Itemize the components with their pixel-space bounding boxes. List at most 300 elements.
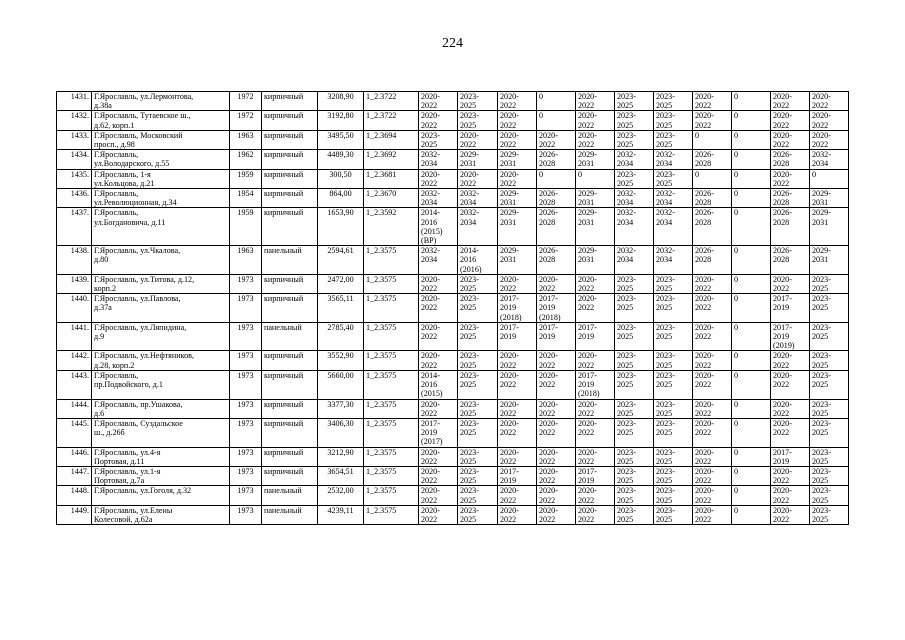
period-cell: 2032- 2034: [615, 208, 654, 246]
period-cell: 2020- 2022: [498, 351, 537, 370]
area-cell: 3208,90: [318, 92, 364, 111]
period-cell: 2020- 2022: [537, 466, 576, 485]
address-cell: Г.Ярославль, ул.Нефтяников, д.28, корп.2: [92, 351, 230, 370]
wall-material-cell: кирпичный: [262, 294, 318, 323]
year-cell: 1973: [230, 466, 262, 485]
period-cell: 2020- 2022: [693, 399, 732, 418]
period-cell: 2014- 2016 (2015) (ВР): [419, 208, 458, 246]
period-cell: 2020- 2022: [693, 294, 732, 323]
period-cell: 2020- 2022: [419, 505, 458, 524]
wall-material-cell: кирпичный: [262, 351, 318, 370]
row-number: 1433.: [57, 130, 92, 149]
period-cell: 0: [732, 447, 771, 466]
code-cell: 1_2.3575: [364, 351, 419, 370]
address-cell: Г.Ярославль, ул.1-я Портовая, д.7а: [92, 466, 230, 485]
period-cell: 2020- 2022: [693, 274, 732, 293]
period-cell: 2023- 2025: [654, 294, 693, 323]
period-cell: 2020- 2022: [537, 370, 576, 399]
period-cell: 2020- 2022: [693, 447, 732, 466]
wall-material-cell: кирпичный: [262, 150, 318, 169]
period-cell: 2020- 2022: [419, 466, 458, 485]
period-cell: 2032- 2034: [810, 150, 849, 169]
address-cell: Г.Ярославль, пр.Ушакова, д.6: [92, 399, 230, 418]
area-cell: 3212,90: [318, 447, 364, 466]
code-cell: 1_2.3722: [364, 92, 419, 111]
wall-material-cell: панельный: [262, 322, 318, 351]
address-cell: Г.Ярославль, ул.Гоголя, д.32: [92, 486, 230, 505]
period-cell: 2020- 2022: [810, 130, 849, 149]
area-cell: 4239,11: [318, 505, 364, 524]
period-cell: 2023- 2025: [615, 418, 654, 447]
period-cell: 2023- 2025: [615, 130, 654, 149]
period-cell: 2026- 2028: [771, 189, 810, 208]
period-cell: 2020- 2022: [419, 274, 458, 293]
period-cell: 2020- 2022: [537, 351, 576, 370]
period-cell: 2020- 2022: [771, 111, 810, 130]
period-cell: 2023- 2025: [810, 274, 849, 293]
year-cell: 1972: [230, 92, 262, 111]
period-cell: 2023- 2025: [458, 111, 498, 130]
period-cell: 2029- 2031: [498, 208, 537, 246]
address-cell: Г.Ярославль, Тутаевское ш., д.62, корп.1: [92, 111, 230, 130]
period-cell: 2023- 2025: [810, 294, 849, 323]
wall-material-cell: кирпичный: [262, 92, 318, 111]
period-cell: 2017- 2019 (2018): [498, 294, 537, 323]
code-cell: 1_2.3692: [364, 150, 419, 169]
period-cell: 2023- 2025: [615, 447, 654, 466]
period-cell: 2023- 2025: [810, 399, 849, 418]
period-cell: 0: [732, 294, 771, 323]
row-number: 1432.: [57, 111, 92, 130]
period-cell: 0: [732, 505, 771, 524]
period-cell: 2023- 2025: [810, 505, 849, 524]
period-cell: 2023- 2025: [810, 418, 849, 447]
period-cell: 2023- 2025: [615, 111, 654, 130]
period-cell: 2032- 2034: [654, 246, 693, 275]
period-cell: 2032- 2034: [654, 189, 693, 208]
address-cell: Г.Ярославль, ул.Павлова, д.37а: [92, 294, 230, 323]
period-cell: 2020- 2022: [498, 111, 537, 130]
period-cell: 2032- 2034: [654, 150, 693, 169]
table-row: [57, 486, 849, 505]
row-number: 1449.: [57, 505, 92, 524]
wall-material-cell: панельный: [262, 486, 318, 505]
period-cell: 2026- 2028: [537, 208, 576, 246]
period-cell: 2026- 2028: [771, 208, 810, 246]
year-cell: 1973: [230, 294, 262, 323]
code-cell: 1_2.3592: [364, 208, 419, 246]
period-cell: 2020- 2022: [693, 370, 732, 399]
address-cell: Г.Ярославль, ул.Лермонтова, д.38а: [92, 92, 230, 111]
address-cell: Г.Ярославль, ул.Чкалова, д.80: [92, 246, 230, 275]
period-cell: 2026- 2028: [537, 150, 576, 169]
period-cell: 2020- 2022: [576, 486, 615, 505]
row-number: 1436.: [57, 189, 92, 208]
code-cell: 1_2.3575: [364, 418, 419, 447]
period-cell: 2020- 2022: [576, 399, 615, 418]
period-cell: 2023- 2025: [654, 130, 693, 149]
period-cell: 2023- 2025: [654, 486, 693, 505]
wall-material-cell: кирпичный: [262, 111, 318, 130]
period-cell: 2029- 2031: [498, 150, 537, 169]
year-cell: 1973: [230, 322, 262, 351]
period-cell: 2017- 2019 (2017): [419, 418, 458, 447]
period-cell: 2023- 2025: [654, 111, 693, 130]
period-cell: 2017- 2019 (2019): [771, 322, 810, 351]
period-cell: 2023- 2025: [458, 505, 498, 524]
period-cell: 2023- 2025: [654, 274, 693, 293]
year-cell: 1973: [230, 486, 262, 505]
row-number: 1444.: [57, 399, 92, 418]
wall-material-cell: кирпичный: [262, 447, 318, 466]
period-cell: 2026- 2028: [537, 246, 576, 275]
table-row: [57, 208, 849, 246]
period-cell: 2020- 2022: [498, 447, 537, 466]
period-cell: 2020- 2022: [693, 351, 732, 370]
area-cell: 3654,51: [318, 466, 364, 485]
row-number: 1441.: [57, 322, 92, 351]
area-cell: 2532,00: [318, 486, 364, 505]
row-number: 1437.: [57, 208, 92, 246]
period-cell: 2020- 2022: [537, 399, 576, 418]
period-cell: 2020- 2022: [537, 447, 576, 466]
period-cell: 2032- 2034: [419, 246, 458, 275]
period-cell: 0: [732, 130, 771, 149]
area-cell: 4489,30: [318, 150, 364, 169]
wall-material-cell: кирпичный: [262, 130, 318, 149]
period-cell: 2017- 2019: [498, 322, 537, 351]
table-row: [57, 418, 849, 447]
code-cell: 1_2.3575: [364, 274, 419, 293]
period-cell: 2017- 2019: [576, 466, 615, 485]
period-cell: 0: [732, 208, 771, 246]
period-cell: 2023- 2025: [458, 418, 498, 447]
period-cell: 2020- 2022: [771, 399, 810, 418]
period-cell: 2020- 2022: [498, 370, 537, 399]
period-cell: 2026- 2028: [693, 246, 732, 275]
table-row: [57, 274, 849, 293]
period-cell: 2020- 2022: [810, 111, 849, 130]
period-cell: 2023- 2025: [654, 322, 693, 351]
period-cell: 2023- 2025: [615, 294, 654, 323]
period-cell: 2023- 2025: [615, 322, 654, 351]
area-cell: 5660,00: [318, 370, 364, 399]
period-cell: 0: [732, 189, 771, 208]
code-cell: 1_2.3575: [364, 322, 419, 351]
period-cell: 2020- 2022: [693, 505, 732, 524]
period-cell: 2032- 2034: [419, 150, 458, 169]
area-cell: 3192,80: [318, 111, 364, 130]
period-cell: 2020- 2022: [771, 486, 810, 505]
period-cell: 2020- 2022: [576, 111, 615, 130]
table-row: [57, 447, 849, 466]
address-cell: Г.Ярославль, ул.Богдановича, д.11: [92, 208, 230, 246]
period-cell: 2020- 2022: [537, 418, 576, 447]
table-row: [57, 505, 849, 524]
row-number: 1431.: [57, 92, 92, 111]
period-cell: 2017- 2019 (2018): [537, 294, 576, 323]
period-cell: 2032- 2034: [458, 208, 498, 246]
period-cell: 2023- 2025: [615, 92, 654, 111]
period-cell: 2014- 2016 (2016): [458, 246, 498, 275]
period-cell: 2020- 2022: [771, 130, 810, 149]
period-cell: 2026- 2028: [771, 150, 810, 169]
period-cell: 2020- 2022: [576, 505, 615, 524]
area-cell: 3552,90: [318, 351, 364, 370]
page-number: 224: [442, 36, 463, 51]
period-cell: 0: [693, 169, 732, 188]
period-cell: 2023- 2025: [615, 399, 654, 418]
table-row: [57, 169, 849, 188]
period-cell: 2020- 2022: [458, 130, 498, 149]
period-cell: 2020- 2022: [458, 169, 498, 188]
address-cell: Г.Ярославль, ул.Володарского, д.55: [92, 150, 230, 169]
period-cell: 2014- 2016 (2015): [419, 370, 458, 399]
period-cell: 0: [732, 370, 771, 399]
year-cell: 1963: [230, 130, 262, 149]
period-cell: 2023- 2025: [458, 370, 498, 399]
period-cell: 2020- 2022: [419, 169, 458, 188]
year-cell: 1962: [230, 150, 262, 169]
address-cell: Г.Ярославль, Суздальское ш., д.26б: [92, 418, 230, 447]
period-cell: 2029- 2031: [576, 189, 615, 208]
period-cell: 2020- 2022: [576, 130, 615, 149]
period-cell: 2026- 2028: [537, 189, 576, 208]
table-row: [57, 294, 849, 323]
table-row: [57, 370, 849, 399]
period-cell: 2017- 2019: [771, 447, 810, 466]
address-cell: Г.Ярославль, 1-я ул.Кольцова, д.21: [92, 169, 230, 188]
period-cell: 2032- 2034: [615, 189, 654, 208]
period-cell: 2020- 2022: [576, 92, 615, 111]
period-cell: 2020- 2022: [693, 111, 732, 130]
wall-material-cell: кирпичный: [262, 169, 318, 188]
year-cell: 1972: [230, 111, 262, 130]
table-row: [57, 111, 849, 130]
address-cell: Г.Ярославль, Московский просп., д.98: [92, 130, 230, 149]
year-cell: 1959: [230, 208, 262, 246]
period-cell: 0: [576, 169, 615, 188]
area-cell: 3377,30: [318, 399, 364, 418]
table-row: [57, 351, 849, 370]
code-cell: 1_2.3694: [364, 130, 419, 149]
period-cell: 2023- 2025: [810, 370, 849, 399]
period-cell: 2029- 2031: [810, 189, 849, 208]
period-cell: 2020- 2022: [498, 505, 537, 524]
period-cell: 0: [693, 130, 732, 149]
period-cell: 2023- 2025: [458, 399, 498, 418]
period-cell: 2020- 2022: [537, 505, 576, 524]
row-number: 1438.: [57, 246, 92, 275]
table-row: [57, 189, 849, 208]
row-number: 1435.: [57, 169, 92, 188]
period-cell: 0: [537, 169, 576, 188]
wall-material-cell: кирпичный: [262, 418, 318, 447]
period-cell: 2020- 2022: [576, 351, 615, 370]
period-cell: 2029- 2031: [576, 150, 615, 169]
period-cell: 2020- 2022: [693, 418, 732, 447]
row-number: 1442.: [57, 351, 92, 370]
address-cell: Г.Ярославль, ул.Елены Колесовой, д.62а: [92, 505, 230, 524]
period-cell: 0: [810, 169, 849, 188]
area-cell: 3565,11: [318, 294, 364, 323]
area-cell: 2594,61: [318, 246, 364, 275]
code-cell: 1_2.3575: [364, 486, 419, 505]
period-cell: 2023- 2025: [458, 322, 498, 351]
period-cell: 2020- 2022: [576, 418, 615, 447]
period-cell: 2023- 2025: [419, 130, 458, 149]
period-cell: 2020- 2022: [771, 92, 810, 111]
code-cell: 1_2.3575: [364, 505, 419, 524]
period-cell: 2017- 2019: [771, 294, 810, 323]
wall-material-cell: кирпичный: [262, 189, 318, 208]
period-cell: 2023- 2025: [654, 447, 693, 466]
area-cell: 1653,90: [318, 208, 364, 246]
period-cell: 2023- 2025: [458, 351, 498, 370]
period-cell: 2032- 2034: [615, 150, 654, 169]
period-cell: 2020- 2022: [498, 169, 537, 188]
period-cell: 0: [732, 486, 771, 505]
period-cell: 0: [732, 150, 771, 169]
year-cell: 1973: [230, 447, 262, 466]
period-cell: 2020- 2022: [771, 418, 810, 447]
period-cell: 2020- 2022: [693, 486, 732, 505]
period-cell: 2023- 2025: [615, 486, 654, 505]
period-cell: 2023- 2025: [458, 294, 498, 323]
period-cell: 2020- 2022: [693, 92, 732, 111]
period-cell: 2020- 2022: [537, 486, 576, 505]
address-cell: Г.Ярославль, пр.Подвойского, д.1: [92, 370, 230, 399]
period-cell: 2029- 2031: [498, 246, 537, 275]
year-cell: 1963: [230, 246, 262, 275]
year-cell: 1954: [230, 189, 262, 208]
period-cell: 2020- 2022: [771, 351, 810, 370]
period-cell: 2026- 2028: [771, 246, 810, 275]
period-cell: 0: [732, 418, 771, 447]
period-cell: 2023- 2025: [810, 322, 849, 351]
period-cell: 2023- 2025: [810, 466, 849, 485]
period-cell: 2020- 2022: [419, 351, 458, 370]
period-cell: 2023- 2025: [615, 466, 654, 485]
period-cell: 2020- 2022: [419, 92, 458, 111]
period-cell: 2023- 2025: [458, 466, 498, 485]
period-cell: 2023- 2025: [654, 418, 693, 447]
table-row: [57, 246, 849, 275]
period-cell: 2020- 2022: [771, 466, 810, 485]
period-cell: 2026- 2028: [693, 189, 732, 208]
period-cell: 2032- 2034: [419, 189, 458, 208]
period-cell: 0: [537, 111, 576, 130]
period-cell: 2020- 2022: [693, 322, 732, 351]
area-cell: 864,00: [318, 189, 364, 208]
table-row: [57, 130, 849, 149]
period-cell: 2023- 2025: [654, 370, 693, 399]
period-cell: 0: [732, 169, 771, 188]
housing-register-table: [56, 91, 849, 525]
period-cell: 2023- 2025: [615, 505, 654, 524]
period-cell: 2023- 2025: [654, 399, 693, 418]
period-cell: 2017- 2019: [498, 466, 537, 485]
period-cell: 2017- 2019 (2018): [576, 370, 615, 399]
period-cell: 2032- 2034: [615, 246, 654, 275]
period-cell: 2023- 2025: [810, 351, 849, 370]
code-cell: 1_2.3575: [364, 447, 419, 466]
period-cell: 2020- 2022: [537, 274, 576, 293]
period-cell: 2020- 2022: [498, 130, 537, 149]
code-cell: 1_2.3681: [364, 169, 419, 188]
row-number: 1439.: [57, 274, 92, 293]
period-cell: 2023- 2025: [615, 351, 654, 370]
period-cell: 2023- 2025: [458, 274, 498, 293]
period-cell: 2020- 2022: [419, 322, 458, 351]
period-cell: 2020- 2022: [576, 274, 615, 293]
period-cell: 2023- 2025: [615, 169, 654, 188]
year-cell: 1973: [230, 370, 262, 399]
area-cell: 2785,40: [318, 322, 364, 351]
code-cell: 1_2.3575: [364, 294, 419, 323]
period-cell: 2023- 2025: [615, 370, 654, 399]
wall-material-cell: кирпичный: [262, 208, 318, 246]
period-cell: 0: [732, 466, 771, 485]
row-number: 1446.: [57, 447, 92, 466]
address-cell: Г.Ярославль, ул.Ляпидина, д.9: [92, 322, 230, 351]
period-cell: 2029- 2031: [576, 246, 615, 275]
area-cell: 300,50: [318, 169, 364, 188]
year-cell: 1973: [230, 351, 262, 370]
row-number: 1448.: [57, 486, 92, 505]
period-cell: 2020- 2022: [419, 294, 458, 323]
period-cell: 0: [537, 92, 576, 111]
area-cell: 3406,30: [318, 418, 364, 447]
area-cell: 3495,50: [318, 130, 364, 149]
period-cell: 2020- 2022: [771, 370, 810, 399]
period-cell: 0: [732, 111, 771, 130]
period-cell: 2020- 2022: [419, 447, 458, 466]
period-cell: 0: [732, 246, 771, 275]
period-cell: 2023- 2025: [810, 486, 849, 505]
period-cell: 2020- 2022: [693, 466, 732, 485]
address-cell: Г.Ярославль, ул.4-я Портовая, д.11: [92, 447, 230, 466]
code-cell: 1_2.3575: [364, 399, 419, 418]
wall-material-cell: панельный: [262, 505, 318, 524]
table-row: [57, 466, 849, 485]
code-cell: 1_2.3670: [364, 189, 419, 208]
period-cell: 2020- 2022: [498, 486, 537, 505]
area-cell: 2472,00: [318, 274, 364, 293]
period-cell: 2023- 2025: [458, 92, 498, 111]
table-row: [57, 150, 849, 169]
period-cell: 0: [732, 351, 771, 370]
period-cell: 2032- 2034: [654, 208, 693, 246]
period-cell: 2023- 2025: [654, 505, 693, 524]
table-row: [57, 322, 849, 351]
address-cell: Г.Ярославль, ул.Революционная, д.34: [92, 189, 230, 208]
period-cell: 2020- 2022: [498, 92, 537, 111]
period-cell: 2023- 2025: [654, 466, 693, 485]
row-number: 1443.: [57, 370, 92, 399]
period-cell: 2020- 2022: [419, 399, 458, 418]
code-cell: 1_2.3722: [364, 111, 419, 130]
wall-material-cell: кирпичный: [262, 274, 318, 293]
period-cell: 2020- 2022: [498, 418, 537, 447]
period-cell: 2020- 2022: [498, 274, 537, 293]
row-number: 1440.: [57, 294, 92, 323]
period-cell: 2029- 2031: [810, 208, 849, 246]
period-cell: 0: [732, 399, 771, 418]
table-row: [57, 399, 849, 418]
period-cell: 2017- 2019: [537, 322, 576, 351]
period-cell: 2017- 2019: [576, 322, 615, 351]
